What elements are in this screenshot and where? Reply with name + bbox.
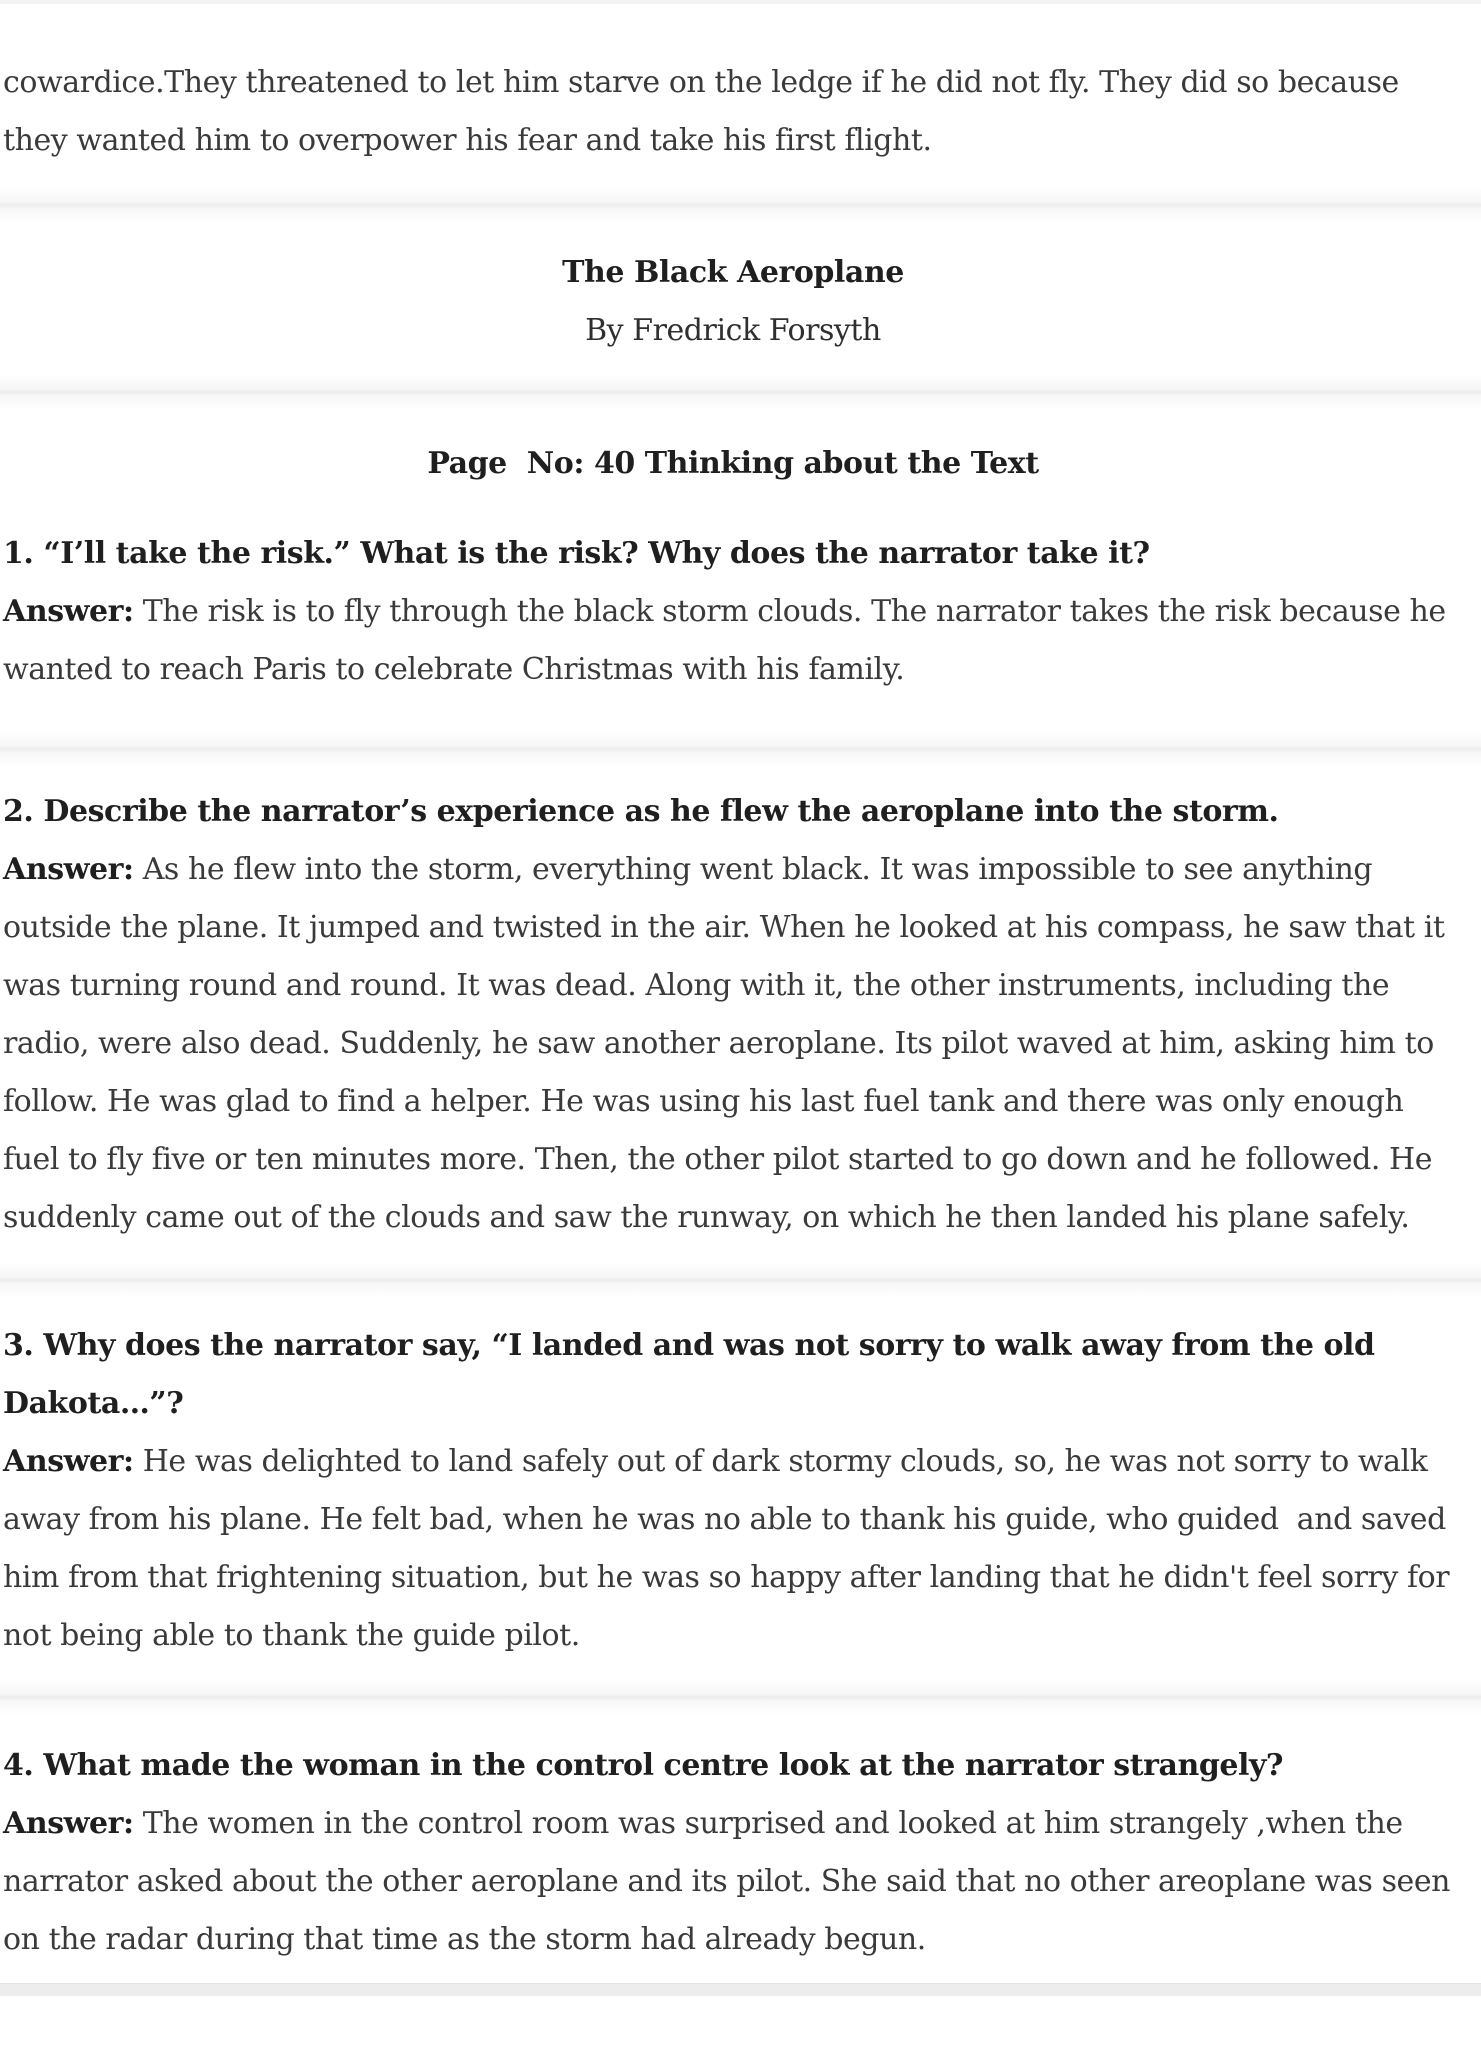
- question-1: 1. “I’ll take the risk.” What is the risk? Why does the narrator take it?: [3, 536, 1150, 571]
- answer-label: Answer:: [3, 852, 134, 887]
- section-divider: [0, 1262, 1481, 1298]
- answer-2: [0, 841, 1481, 1247]
- page-bottom-strip: [0, 1983, 1481, 1996]
- intro-section: [0, 4, 1481, 187]
- question-3: 3. Why does the narrator say, “I landed and was not sorry to walk away from the old Dakota…”?: [3, 1328, 1385, 1421]
- section-divider: [0, 731, 1481, 767]
- question-4: 4. What made the woman in the control centre look at the narrator strangely?: [3, 1748, 1284, 1783]
- answer-label: Answer:: [3, 1444, 134, 1479]
- answer-1-text: The risk is to fly through the black storm clouds. The narrator takes the risk because he wanted to reach Paris to celebrate Christmas with his family.: [3, 594, 1455, 687]
- intro-paragraph: cowardice.They threatened to let him starve on the ledge if he did not fly. They did so because they wanted him to overpower his fear and take his first flight.: [3, 65, 1408, 158]
- question-2: 2. Describe the narrator’s experience as he flew the aeroplane into the storm.: [3, 794, 1279, 829]
- page-number-heading: Page No: 40 Thinking about the Text: [427, 446, 1039, 481]
- story-title: The Black Aeroplane: [562, 255, 904, 290]
- answer-label: Answer:: [3, 594, 134, 629]
- answer-3: [0, 1433, 1481, 1665]
- answer-4-text: The women in the control room was surprised and looked at him strangely ,when the narrator asked about the other aeroplane and its pilot. She said that no other areoplane was seen on the radar during that time as the storm had already begun.: [3, 1806, 1460, 1957]
- answer-3-text: He was delighted to land safely out of dark stormy clouds, so, he was not sorry to walk away from his plane. He felt bad, when he was no able to thank his guide, who guided and saved him from that frightening situation, but he was so happy after landing that he didn't feel sorry for not being able to thank the guide pilot.: [3, 1444, 1459, 1653]
- section-divider: [0, 187, 1481, 223]
- section-divider: [0, 374, 1481, 410]
- answer-2-text: As he flew into the storm, everything went black. It was impossible to see anything outside the plane. It jumped and twisted in the air. When he looked at his compass, he saw that it was turning round and round. It was dead. Along with it, the other instruments, including the radio, were also dead. Suddenly, he saw another aeroplane. Its pilot waved at him, asking him to follow. He was glad to find a helper. He was using his last fuel tank and there was only enough fuel to fly five or ten minutes more. Then, the other pilot started to go down and he followed. He suddenly came out of the clouds and saw the runway, on which he then landed his plane safely.: [3, 852, 1454, 1235]
- title-section: [0, 223, 1481, 374]
- answer-1: [0, 583, 1481, 699]
- answer-4: [0, 1795, 1481, 1969]
- question-2-section: [0, 767, 1481, 1262]
- page-no-and-question-1-section: [0, 410, 1481, 731]
- question-3-section: [0, 1298, 1481, 1679]
- story-author: By Fredrick Forsyth: [585, 313, 881, 348]
- answer-label: Answer:: [3, 1806, 134, 1841]
- section-divider: [0, 1679, 1481, 1715]
- question-4-section: [0, 1715, 1481, 1983]
